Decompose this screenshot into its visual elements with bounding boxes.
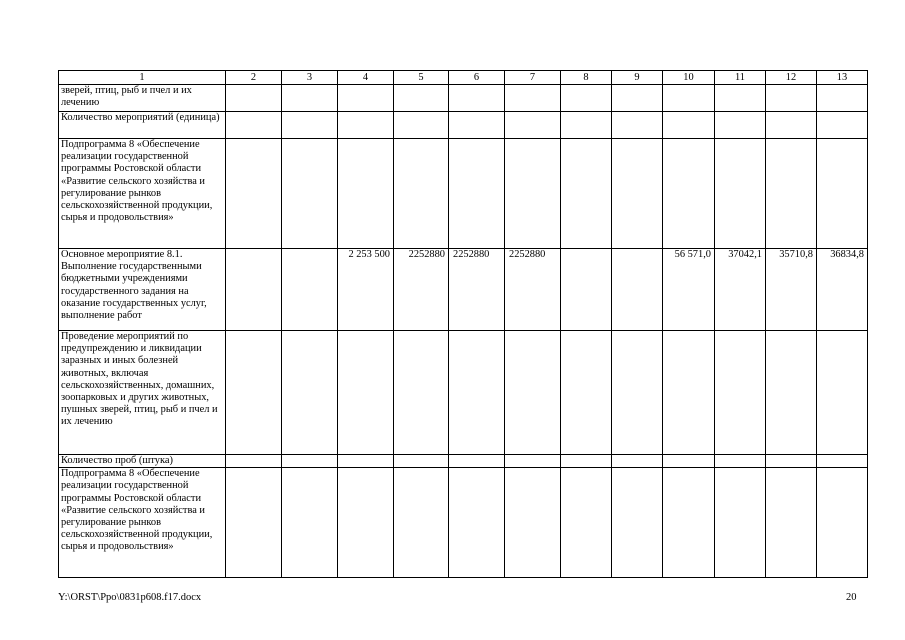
table-cell	[282, 468, 338, 578]
column-header: 13	[817, 71, 868, 85]
table-cell	[449, 468, 505, 578]
table-cell	[282, 455, 338, 468]
table-cell	[663, 331, 715, 455]
table-cell	[561, 455, 612, 468]
table-row	[59, 249, 868, 331]
table-cell	[394, 455, 449, 468]
table-body	[59, 85, 868, 578]
table-cell: Проведение мероприятий по предупреждению и ликвидации заразных и иных болезней животных, включая сельскохозяйственных, домашних, зоопарковых и других животных, пушных зверей, птиц, рыб и пчел и их лечению	[59, 331, 226, 455]
table-cell	[766, 112, 817, 139]
table-cell	[817, 455, 868, 468]
table-row	[59, 139, 868, 249]
table-row	[59, 468, 868, 578]
table-cell	[663, 455, 715, 468]
table-cell: 2252880	[449, 249, 505, 331]
column-header: 6	[449, 71, 505, 85]
table-cell: 56 571,0	[663, 249, 715, 331]
table-cell	[715, 331, 766, 455]
table-cell	[449, 85, 505, 112]
table-cell	[505, 331, 561, 455]
table-row	[59, 112, 868, 139]
table-cell	[612, 85, 663, 112]
table-cell: Подпрограмма 8 «Обеспечение реализации государственной программы Ростовской области «Развитие сельского хозяйства и регулирование рынков сельскохозяйственной продукции, сырья и продовольствия»	[59, 139, 226, 249]
table-cell	[226, 85, 282, 112]
table-cell	[817, 139, 868, 249]
column-header: 3	[282, 71, 338, 85]
table-cell	[226, 468, 282, 578]
table-cell	[282, 112, 338, 139]
table-cell	[394, 139, 449, 249]
table-cell: 2252880	[505, 249, 561, 331]
table-cell: 35710,8	[766, 249, 817, 331]
table-cell	[766, 85, 817, 112]
table-cell	[663, 85, 715, 112]
column-header: 11	[715, 71, 766, 85]
column-header: 1	[59, 71, 226, 85]
table-cell	[449, 112, 505, 139]
table-cell: Количество мероприятий (единица)	[59, 112, 226, 139]
table-cell: зверей, птиц, рыб и пчел и их лечению	[59, 85, 226, 112]
column-header: 7	[505, 71, 561, 85]
table-cell	[715, 468, 766, 578]
footer-file-path: Y:\ORST\Ppo\0831p608.f17.docx	[58, 592, 202, 603]
table-row	[59, 455, 868, 468]
column-header: 8	[561, 71, 612, 85]
table-cell	[561, 139, 612, 249]
table-cell	[766, 331, 817, 455]
table-cell	[561, 249, 612, 331]
table-cell	[282, 139, 338, 249]
table-cell: Количество проб (штука)	[59, 455, 226, 468]
table-cell	[561, 468, 612, 578]
table-cell: 2 253 500	[338, 249, 394, 331]
table-cell	[449, 455, 505, 468]
column-header: 2	[226, 71, 282, 85]
table-cell	[817, 468, 868, 578]
table-cell	[505, 468, 561, 578]
footer-page-number: 20	[846, 592, 857, 603]
column-header: 10	[663, 71, 715, 85]
table-cell	[612, 455, 663, 468]
table-row	[59, 85, 868, 112]
table-cell	[505, 85, 561, 112]
table-cell	[449, 331, 505, 455]
table-cell	[817, 85, 868, 112]
table-cell	[612, 112, 663, 139]
table-cell	[612, 249, 663, 331]
table-cell: 2252880	[394, 249, 449, 331]
table-cell	[817, 112, 868, 139]
table-cell	[338, 468, 394, 578]
table-cell	[394, 112, 449, 139]
table-cell	[449, 139, 505, 249]
table-cell	[338, 112, 394, 139]
table-cell	[612, 468, 663, 578]
column-header: 4	[338, 71, 394, 85]
header-row	[59, 71, 868, 85]
column-header: 9	[612, 71, 663, 85]
table-cell	[226, 249, 282, 331]
table-cell	[505, 139, 561, 249]
table-cell	[612, 331, 663, 455]
table-cell	[338, 331, 394, 455]
table-cell	[817, 331, 868, 455]
table-cell	[663, 468, 715, 578]
column-header: 5	[394, 71, 449, 85]
table-cell	[394, 331, 449, 455]
table-cell	[282, 331, 338, 455]
table-cell	[505, 112, 561, 139]
table-cell	[226, 112, 282, 139]
table-cell: Основное мероприятие 8.1. Выполнение государственными бюджетными учреждениями государственного задания на оказание государственных услуг, выполнение работ	[59, 249, 226, 331]
table-cell	[715, 85, 766, 112]
table-cell	[338, 455, 394, 468]
table-cell	[715, 112, 766, 139]
table-cell	[561, 331, 612, 455]
table-cell: 37042,1	[715, 249, 766, 331]
column-header: 12	[766, 71, 817, 85]
table-cell	[338, 139, 394, 249]
table-cell	[282, 85, 338, 112]
table-cell	[394, 468, 449, 578]
table-cell	[766, 455, 817, 468]
table-cell	[715, 455, 766, 468]
table-cell	[394, 85, 449, 112]
table-cell	[561, 112, 612, 139]
table-row	[59, 331, 868, 455]
table-cell	[766, 139, 817, 249]
table-cell	[226, 331, 282, 455]
table-header	[59, 71, 868, 85]
table-cell	[715, 139, 766, 249]
table-cell: 36834,8	[817, 249, 868, 331]
table-cell	[338, 85, 394, 112]
table-cell	[663, 112, 715, 139]
table-cell	[505, 455, 561, 468]
table-cell	[663, 139, 715, 249]
table-cell	[282, 249, 338, 331]
table-cell	[561, 85, 612, 112]
table-cell	[226, 139, 282, 249]
table-cell	[226, 455, 282, 468]
table-cell	[766, 468, 817, 578]
table-cell	[612, 139, 663, 249]
table-cell: Подпрограмма 8 «Обеспечение реализации государственной программы Ростовской области «Развитие сельского хозяйства и регулирование рынков сельскохозяйственной продукции, сырья и продовольствия»	[59, 468, 226, 578]
data-table	[58, 70, 868, 578]
